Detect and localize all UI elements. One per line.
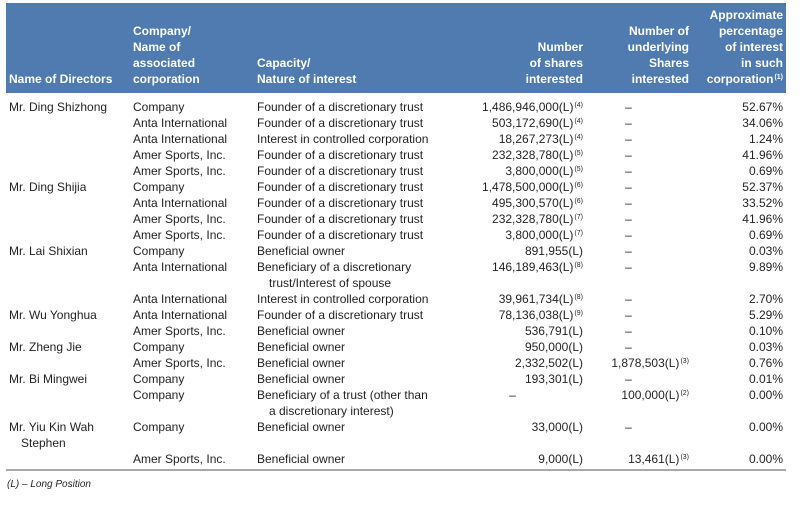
capacity-cell [254,179,460,195]
underlying-cell [586,291,692,307]
percentage-cell: 41.96% [742,212,783,226]
header-capacity: Capacity/ Nature of interest [254,3,460,93]
capacity-cell [254,211,460,227]
underlying-value: – [625,420,632,434]
director-name: Mr. Lai Shixian [9,244,88,258]
percentage-cell: 0.03% [748,244,783,258]
footnote-long-position: (L) – Long Position [7,479,91,490]
company-cell: Anta International [133,196,228,210]
underlying-cell [586,419,692,451]
table-row [6,451,786,467]
company-cell: Anta International [133,260,228,274]
table-header [6,3,786,93]
footnote-ref: (1) [774,74,783,81]
underlying-footnote-ref: (3) [680,454,689,461]
shares-cell [460,451,586,467]
underlying-value: – [625,228,632,242]
shares-cell [460,355,586,371]
director-name: Mr. Wu Yonghua [9,308,97,322]
underlying-cell [586,211,692,227]
company-cell: Company [133,100,185,114]
table-row [6,179,786,195]
director-name-cell [6,211,130,227]
capacity-text: Beneficiary of a discretionary [257,260,412,274]
capacity-cell [254,147,460,163]
shares-footnote-ref: (4) [574,134,583,141]
company-cell: Company [133,388,185,402]
shares-cell [460,227,586,243]
company-cell: Company [133,372,185,386]
percentage-cell: 0.69% [748,164,783,178]
capacity-cell [254,387,460,419]
underlying-cell [586,147,692,163]
table-body [6,93,786,467]
underlying-footnote-ref: (2) [680,390,689,397]
director-name: Stephen [21,436,66,450]
company-cell: Amer Sports, Inc. [133,148,226,162]
capacity-cell [254,131,460,147]
underlying-value: – [625,132,632,146]
percentage-cell: 2.70% [748,292,783,306]
percentage-cell: 5.29% [748,308,783,322]
underlying-value: – [625,100,632,114]
table-bottom-rule [6,469,786,471]
shares-value: 18,267,273(L) [498,132,574,146]
capacity-text: Beneficial owner [257,372,346,386]
capacity-text: Founder of a discretionary trust [257,164,424,178]
shares-footnote-ref: (6) [574,198,583,205]
header-number-of-shares: Number of shares interested [460,3,586,93]
table-row [6,93,786,115]
percentage-cell: 33.52% [742,196,783,210]
capacity-text: Founder of a discretionary trust [257,180,424,194]
capacity-cell [254,307,460,323]
table-row [6,323,786,339]
capacity-cell [254,195,460,211]
shares-value: 1,478,500,000(L) [482,180,574,194]
shares-value: 193,301(L) [524,372,583,386]
percentage-cell: 9.89% [748,260,783,274]
table-row [6,355,786,371]
capacity-text: a discretionary interest) [269,404,394,418]
capacity-cell [254,355,460,371]
director-name-cell [6,227,130,243]
shares-value: 1,486,946,000(L) [482,100,574,114]
shares-value: 536,791(L) [524,324,583,338]
capacity-text: Interest in controlled corporation [257,132,429,146]
shares-cell [460,195,586,211]
shares-footnote-ref: (9) [574,310,583,317]
director-name-cell [6,339,130,355]
shares-footnote-ref: (7) [574,230,583,237]
shares-footnote-ref: (5) [574,150,583,157]
director-name-cell [6,387,130,419]
underlying-value: – [625,164,632,178]
table-row [6,195,786,211]
underlying-cell [586,179,692,195]
percentage-cell: 1.24% [748,132,783,146]
percentage-cell: 0.10% [748,324,783,338]
table-row [6,163,786,179]
table-row [6,387,786,419]
shares-cell [460,163,586,179]
capacity-cell [254,323,460,339]
directors-interest-table [6,3,786,467]
shares-value: 495,300,570(L) [492,196,574,210]
capacity-cell [254,93,460,115]
percentage-cell: 0.76% [748,356,783,370]
underlying-cell [586,195,692,211]
capacity-text: Beneficial owner [257,244,346,258]
underlying-cell [586,131,692,147]
underlying-value: – [625,308,632,322]
director-name: Mr. Bi Mingwei [9,372,88,386]
table-row [6,291,786,307]
underlying-value: – [625,324,632,338]
director-name: Mr. Ding Shijia [9,180,87,194]
shares-value: 232,328,780(L) [492,148,574,162]
director-name-cell [6,307,130,323]
percentage-cell: 0.03% [748,340,783,354]
company-cell: Amer Sports, Inc. [133,228,226,242]
company-cell: Amer Sports, Inc. [133,164,226,178]
underlying-value: – [625,212,632,226]
capacity-text: Founder of a discretionary trust [257,196,424,210]
capacity-text: Beneficial owner [257,420,346,434]
underlying-cell [586,323,692,339]
capacity-text: Beneficial owner [257,324,346,338]
underlying-cell [586,451,692,467]
director-name: Mr. Zheng Jie [9,340,82,354]
company-cell: Anta International [133,292,228,306]
shares-cell [460,291,586,307]
underlying-cell [586,227,692,243]
underlying-cell [586,115,692,131]
shares-cell [460,419,586,451]
company-cell: Anta International [133,132,228,146]
capacity-cell [254,419,460,451]
underlying-value: – [625,340,632,354]
directors-interest-document [6,3,786,471]
underlying-value: – [625,196,632,210]
director-name-cell [6,163,130,179]
company-cell: Amer Sports, Inc. [133,324,226,338]
percentage-cell: 0.00% [748,452,783,466]
shares-value: 232,328,780(L) [492,212,574,226]
shares-footnote-ref: (4) [574,118,583,125]
shares-cell [460,131,586,147]
shares-value: 9,000(L) [538,452,583,466]
shares-cell [460,115,586,131]
underlying-value: – [625,292,632,306]
company-cell: Amer Sports, Inc. [133,212,226,226]
shares-footnote-ref: (8) [574,262,583,269]
table-row [6,147,786,163]
capacity-text: Founder of a discretionary trust [257,308,424,322]
shares-cell [460,371,586,387]
shares-footnote-ref: (4) [574,102,583,109]
table-row [6,115,786,131]
underlying-cell [586,163,692,179]
shares-cell [460,243,586,259]
company-cell: Amer Sports, Inc. [133,452,226,466]
capacity-text: trust/Interest of spouse [269,276,392,290]
director-name-cell [6,371,130,387]
director-name-cell [6,93,130,115]
underlying-value: – [625,148,632,162]
shares-cell [460,259,586,291]
capacity-text: Founder of a discretionary trust [257,228,424,242]
shares-cell [460,211,586,227]
capacity-text: Founder of a discretionary trust [257,116,424,130]
shares-cell [460,93,586,115]
percentage-cell: 41.96% [742,148,783,162]
capacity-cell [254,115,460,131]
underlying-value: – [625,260,632,274]
capacity-cell [254,339,460,355]
director-name-cell [6,259,130,291]
header-company: Company/ Name of associated corporation [130,3,254,93]
underlying-cell [586,371,692,387]
table-row [6,339,786,355]
director-name-cell [6,355,130,371]
underlying-cell [586,307,692,323]
director-name-cell [6,195,130,211]
capacity-cell [254,371,460,387]
capacity-text: Beneficial owner [257,356,346,370]
capacity-cell [254,259,460,291]
shares-value: – [509,388,516,402]
underlying-value: – [625,372,632,386]
shares-value: 146,189,463(L) [492,260,574,274]
company-cell: Company [133,244,185,258]
percentage-cell: 0.00% [748,420,783,434]
shares-value: 3,800,000(L) [505,228,574,242]
percentage-cell: 0.01% [748,372,783,386]
table-row [6,307,786,323]
company-cell: Anta International [133,116,228,130]
shares-value: 891,955(L) [524,244,583,258]
table-row [6,227,786,243]
shares-cell [460,147,586,163]
percentage-cell: 0.69% [748,228,783,242]
shares-footnote-ref: (6) [574,182,583,189]
underlying-cell [586,259,692,291]
header-underlying-shares: Number of underlying Shares interested [586,3,692,93]
percentage-cell: 0.00% [748,388,783,402]
shares-footnote-ref: (8) [574,294,583,301]
capacity-text: Founder of a discretionary trust [257,212,424,226]
table-row [6,211,786,227]
underlying-cell [586,387,692,419]
underlying-value: – [625,116,632,130]
shares-value: 33,000(L) [531,420,583,434]
capacity-text: Founder of a discretionary trust [257,100,424,114]
underlying-cell [586,339,692,355]
shares-value: 39,961,734(L) [498,292,574,306]
table-row [6,259,786,291]
underlying-footnote-ref: (3) [680,358,689,365]
percentage-cell: 52.67% [742,100,783,114]
company-cell: Company [133,180,185,194]
underlying-value: 13,461(L) [628,452,680,466]
underlying-value: 1,878,503(L) [611,356,680,370]
underlying-cell [586,355,692,371]
director-name: Mr. Ding Shizhong [9,100,108,114]
capacity-text: Beneficiary of a trust (other than [257,388,428,402]
table-row [6,131,786,147]
shares-value: 950,000(L) [524,340,583,354]
director-name-cell [6,179,130,195]
shares-footnote-ref: (5) [574,166,583,173]
director-name: Mr. Yiu Kin Wah [9,420,94,434]
shares-cell [460,323,586,339]
capacity-text: Founder of a discretionary trust [257,148,424,162]
director-name-cell [6,147,130,163]
capacity-text: Beneficial owner [257,340,346,354]
company-cell: Company [133,420,185,434]
director-name-cell [6,131,130,147]
shares-cell [460,179,586,195]
shares-footnote-ref: (7) [574,214,583,221]
director-name-cell [6,291,130,307]
underlying-value: 100,000(L) [621,388,680,402]
director-name-cell [6,419,130,451]
table-row [6,371,786,387]
underlying-cell [586,243,692,259]
capacity-cell [254,163,460,179]
capacity-cell [254,243,460,259]
company-cell: Company [133,340,185,354]
underlying-value: – [625,244,632,258]
underlying-cell [586,93,692,115]
percentage-cell: 34.06% [742,116,783,130]
header-name-of-directors: Name of Directors [6,3,130,93]
shares-value: 3,800,000(L) [505,164,574,178]
director-name-cell [6,451,130,467]
shares-cell [460,387,586,419]
director-name-cell [6,243,130,259]
shares-cell [460,339,586,355]
shares-value: 78,136,038(L) [498,308,574,322]
table-row [6,243,786,259]
capacity-text: Beneficial owner [257,452,346,466]
header-approximate-percentage: Approximate percentage of interest in such corporation$^{(1)}$ [692,3,786,93]
capacity-cell [254,291,460,307]
shares-cell [460,307,586,323]
table-row [6,419,786,451]
capacity-cell [254,451,460,467]
shares-value: 503,172,690(L) [492,116,574,130]
director-name-cell [6,115,130,131]
underlying-value: – [625,180,632,194]
percentage-cell: 52.37% [742,180,783,194]
capacity-text: Interest in controlled corporation [257,292,429,306]
company-cell: Anta International [133,308,228,322]
capacity-cell [254,227,460,243]
company-cell: Amer Sports, Inc. [133,356,226,370]
director-name-cell [6,323,130,339]
shares-value: 2,332,502(L) [514,356,583,370]
